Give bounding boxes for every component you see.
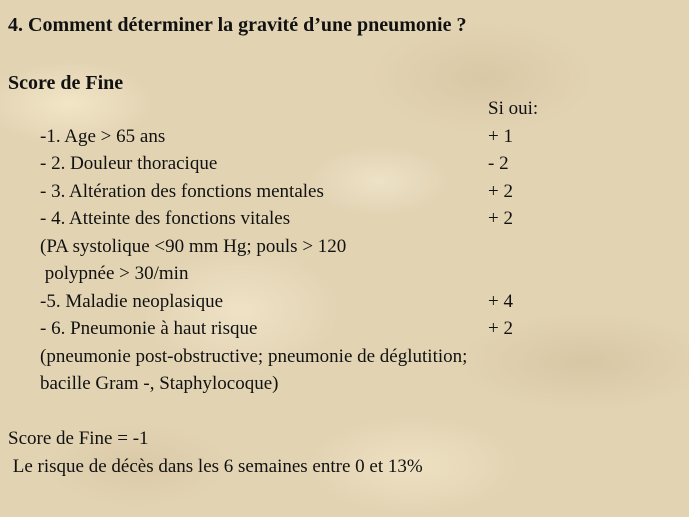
criterion-score: + 1 [488,126,513,147]
high-risk-detail: bacille Gram -, Staphylocoque) [40,373,279,394]
vital-signs-detail: polypnée > 30/min [40,263,189,284]
result-score: Score de Fine = -1 [8,428,149,449]
result-risk: Le risque de décès dans les 6 semaines entre 0 et 13% [8,456,423,477]
criterion-score: - 2 [488,153,509,174]
criterion-score: + 2 [488,181,513,202]
criterion-label: - 2. Douleur thoracique [40,153,218,174]
criterion-label: -1. Age > 65 ans [40,126,166,147]
criterion-label: - 6. Pneumonie à haut risque [40,318,258,339]
criterion-score: + 4 [488,291,513,312]
criterion-score: + 2 [488,208,513,229]
slide-title: 4. Comment déterminer la gravité d’une pneumonie ? [8,14,467,36]
criterion-label: -5. Maladie neoplasique [40,291,224,312]
score-heading: Score de Fine [8,72,124,94]
criterion-score: + 2 [488,318,513,339]
high-risk-detail: (pneumonie post-obstructive; pneumonie de déglutition; [40,346,468,367]
criterion-label: - 4. Atteinte des fonctions vitales [40,208,291,229]
column-header: Si oui: [488,98,539,119]
criterion-label: - 3. Altération des fonctions mentales [40,181,324,202]
vital-signs-detail: (PA systolique <90 mm Hg; pouls > 120 [40,236,347,257]
